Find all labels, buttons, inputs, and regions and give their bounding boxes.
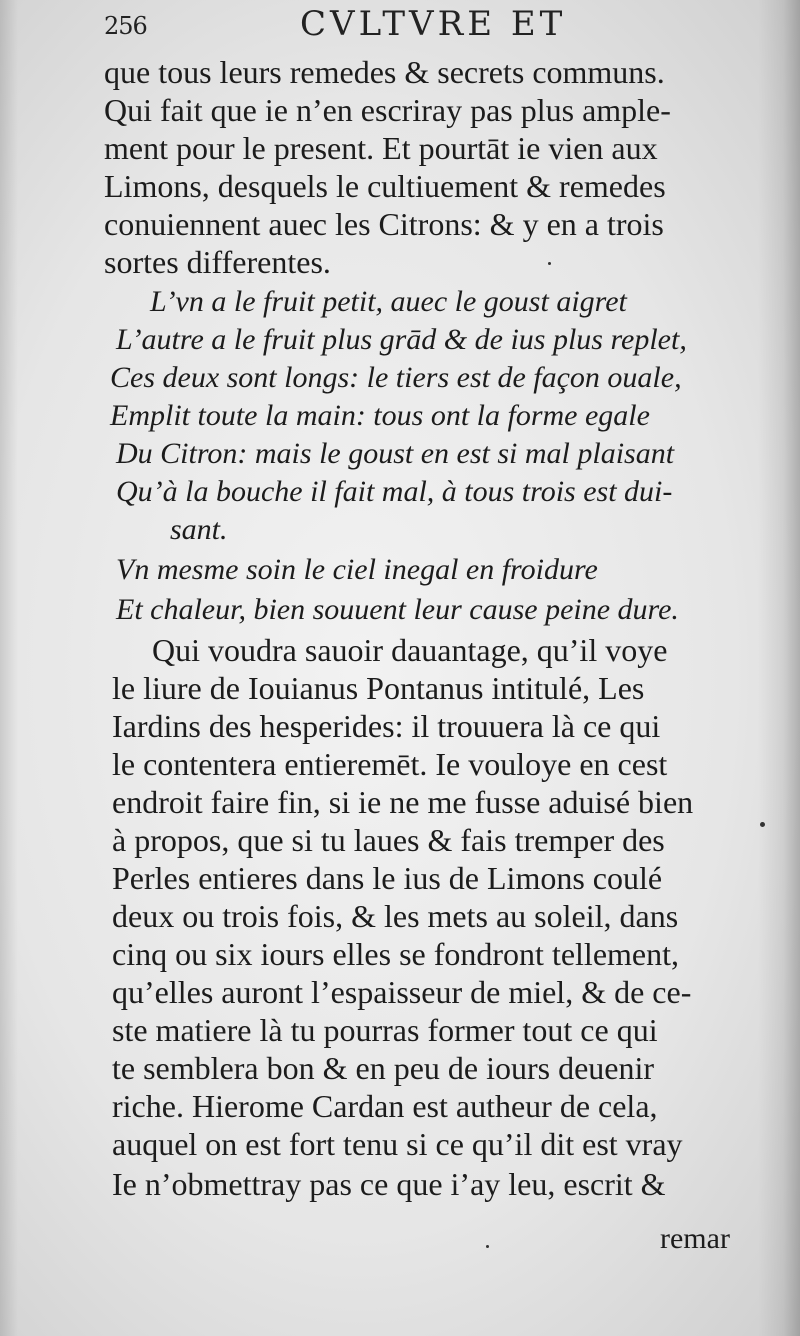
text-line: le liure de Iouianus Pontanus intitulé, Les — [112, 670, 645, 706]
verse-line: Vn mesme soin le ciel inegal en froidure — [116, 553, 598, 586]
page-gutter-shadow — [0, 0, 18, 1336]
text-line: auquel on est fort tenu si ce qu’il dit est vray — [112, 1126, 683, 1162]
text-line: à propos, que si tu laues & fais tremper des — [112, 822, 665, 858]
text-line: le contentera entieremēt. Ie vouloye en cest — [112, 746, 668, 782]
verse-line: sant. — [170, 513, 228, 546]
text-line: Qui fait que ie n’en escriray pas plus ample- — [104, 92, 671, 128]
text-line: cinq ou six iours elles se fondront tellement, — [112, 936, 679, 972]
catchword: remar — [660, 1222, 730, 1255]
verse-line: Ces deux sont longs: le tiers est de façon ouale, — [110, 361, 682, 394]
verse-line: L’vn a le fruit petit, auec le goust aigret — [150, 285, 627, 318]
running-head: CVLTVRE ET — [300, 4, 567, 44]
text-line: ste matiere là tu pourras former tout ce qui — [112, 1012, 658, 1048]
text-line: te semblera bon & en peu de iours deuenir — [112, 1050, 655, 1086]
text-line: Limons, desquels le cultiuement & remedes — [104, 168, 666, 204]
text-line: Ie n’obmettray pas ce que i’ay leu, escrit & — [112, 1166, 666, 1202]
text-line: endroit faire fin, si ie ne me fusse aduisé bien — [112, 784, 694, 820]
text-line: sortes differentes. — [104, 244, 331, 280]
text-line: Perles entieres dans le ius de Limons coulé — [112, 860, 663, 896]
text-line: qu’elles auront l’espaisseur de miel, & de ce- — [112, 974, 692, 1010]
text-line: riche. Hierome Cardan est autheur de cela, — [112, 1088, 658, 1124]
verse-line: Et chaleur, bien souuent leur cause peine dure. — [116, 593, 679, 626]
verse-line: L’autre a le fruit plus grād & de ius plus replet, — [116, 323, 687, 356]
text-line: Iardins des hesperides: il trouuera là ce qui — [112, 708, 661, 744]
page-edge-shadow — [758, 0, 800, 1336]
ink-speck — [760, 822, 765, 827]
verse-line: Emplit toute la main: tous ont la forme egale — [110, 399, 650, 432]
ink-speck — [548, 262, 551, 265]
verse-line: Du Citron: mais le goust en est si mal plaisant — [116, 437, 675, 470]
text-line: deux ou trois fois, & les mets au soleil, dans — [112, 898, 679, 934]
text-line: ment pour le present. Et pourtāt ie vien aux — [104, 130, 658, 166]
text-line: conuiennent auec les Citrons: & y en a trois — [104, 206, 664, 242]
text-line: Qui voudra sauoir dauantage, qu’il voye — [152, 632, 668, 668]
text-line: que tous leurs remedes & secrets communs. — [104, 54, 665, 90]
page-header — [104, 4, 744, 44]
verse-line: Qu’à la bouche il fait mal, à tous trois est dui- — [116, 475, 673, 508]
ink-speck — [486, 1245, 489, 1248]
page-number: 256 — [104, 12, 147, 40]
